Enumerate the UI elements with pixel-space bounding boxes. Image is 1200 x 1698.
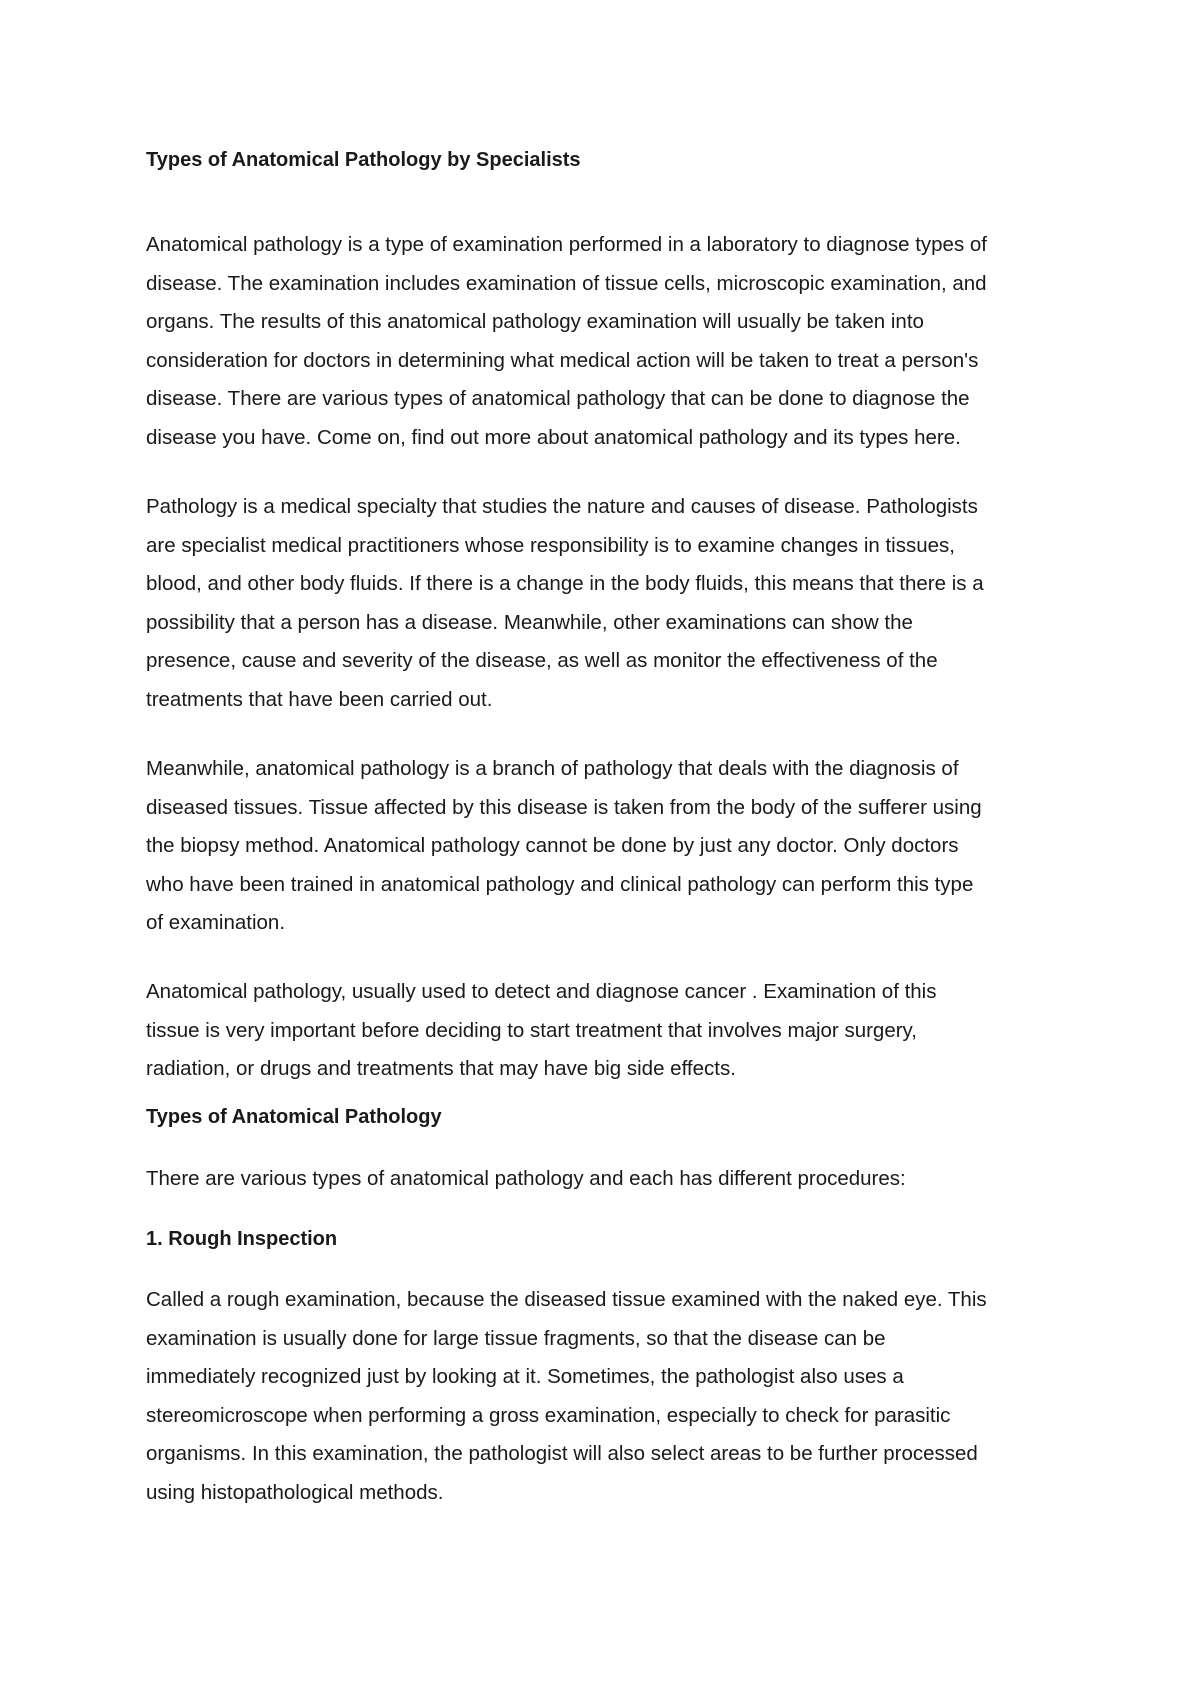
text-line: using histopathological methods. (146, 1480, 444, 1504)
text-line: There are various types of anatomical pathology and each has different procedures: (146, 1167, 906, 1190)
text-line: are specialist medical practitioners whose responsibility is to examine changes in tissues, (146, 533, 955, 557)
text-line: of examination. (146, 911, 286, 934)
text-line: presence, cause and severity of the disease, as well as monitor the effectiveness of the (146, 649, 938, 672)
text-line: consideration for doctors in determining what medical action will be taken to treat a person's (146, 348, 979, 372)
document-title: Types of Anatomical Pathology by Specialists (146, 149, 581, 171)
text-line: disease you have. Come on, find out more about anatomical pathology and its types here. (146, 425, 961, 449)
text-line: Called a rough examination, because the diseased tissue examined with the naked eye. This (146, 1288, 987, 1311)
rough-inspection-paragraph (146, 1281, 1076, 1512)
types-heading: Types of Anatomical Pathology (146, 1106, 442, 1128)
intro-paragraph (146, 226, 1076, 457)
text-line: possibility that a person has a disease. Meanwhile, other examinations can show the (146, 610, 913, 634)
text-line: Anatomical pathology, usually used to detect and diagnose cancer . Examination of this (146, 980, 937, 1003)
text-line: Meanwhile, anatomical pathology is a branch of pathology that deals with the diagnosis of (146, 757, 959, 780)
text-line: treatments that have been carried out. (146, 687, 493, 711)
text-line: Pathology is a medical specialty that studies the nature and causes of disease. Pathologists (146, 495, 978, 518)
text-line: examination is usually done for large tissue fragments, so that the disease can be (146, 1326, 886, 1350)
text-line: Anatomical pathology is a type of examination performed in a laboratory to diagnose types of (146, 233, 987, 256)
text-line: organs. The results of this anatomical pathology examination will usually be taken into (146, 310, 924, 333)
text-line: disease. The examination includes examination of tissue cells, microscopic examination, and (146, 271, 987, 295)
text-line: blood, and other body fluids. If there is a change in the body fluids, this means that there is a (146, 572, 984, 595)
text-line: stereomicroscope when performing a gross examination, especially to check for parasitic (146, 1403, 951, 1427)
text-line: radiation, or drugs and treatments that may have big side effects. (146, 1057, 736, 1080)
text-line: organisms. In this examination, the pathologist will also select areas to be further processed (146, 1442, 978, 1465)
text-line: who have been trained in anatomical pathology and clinical pathology can perform this type (146, 872, 974, 896)
rough-inspection-heading: 1. Rough Inspection (146, 1228, 338, 1250)
text-line: the biopsy method. Anatomical pathology cannot be done by just any doctor. Only doctors (146, 834, 959, 857)
cancer-paragraph (146, 973, 1076, 1089)
text-line: immediately recognized just by looking at it. Sometimes, the pathologist also uses a (146, 1365, 904, 1388)
text-line: disease. There are various types of anatomical pathology that can be done to diagnose the (146, 387, 970, 410)
branch-paragraph (146, 750, 1076, 943)
types-intro-paragraph (146, 1160, 1076, 1199)
pathology-paragraph (146, 488, 1076, 719)
text-line: tissue is very important before deciding to start treatment that involves major surgery, (146, 1018, 917, 1042)
text-line: diseased tissues. Tissue affected by this disease is taken from the body of the sufferer using (146, 795, 982, 819)
